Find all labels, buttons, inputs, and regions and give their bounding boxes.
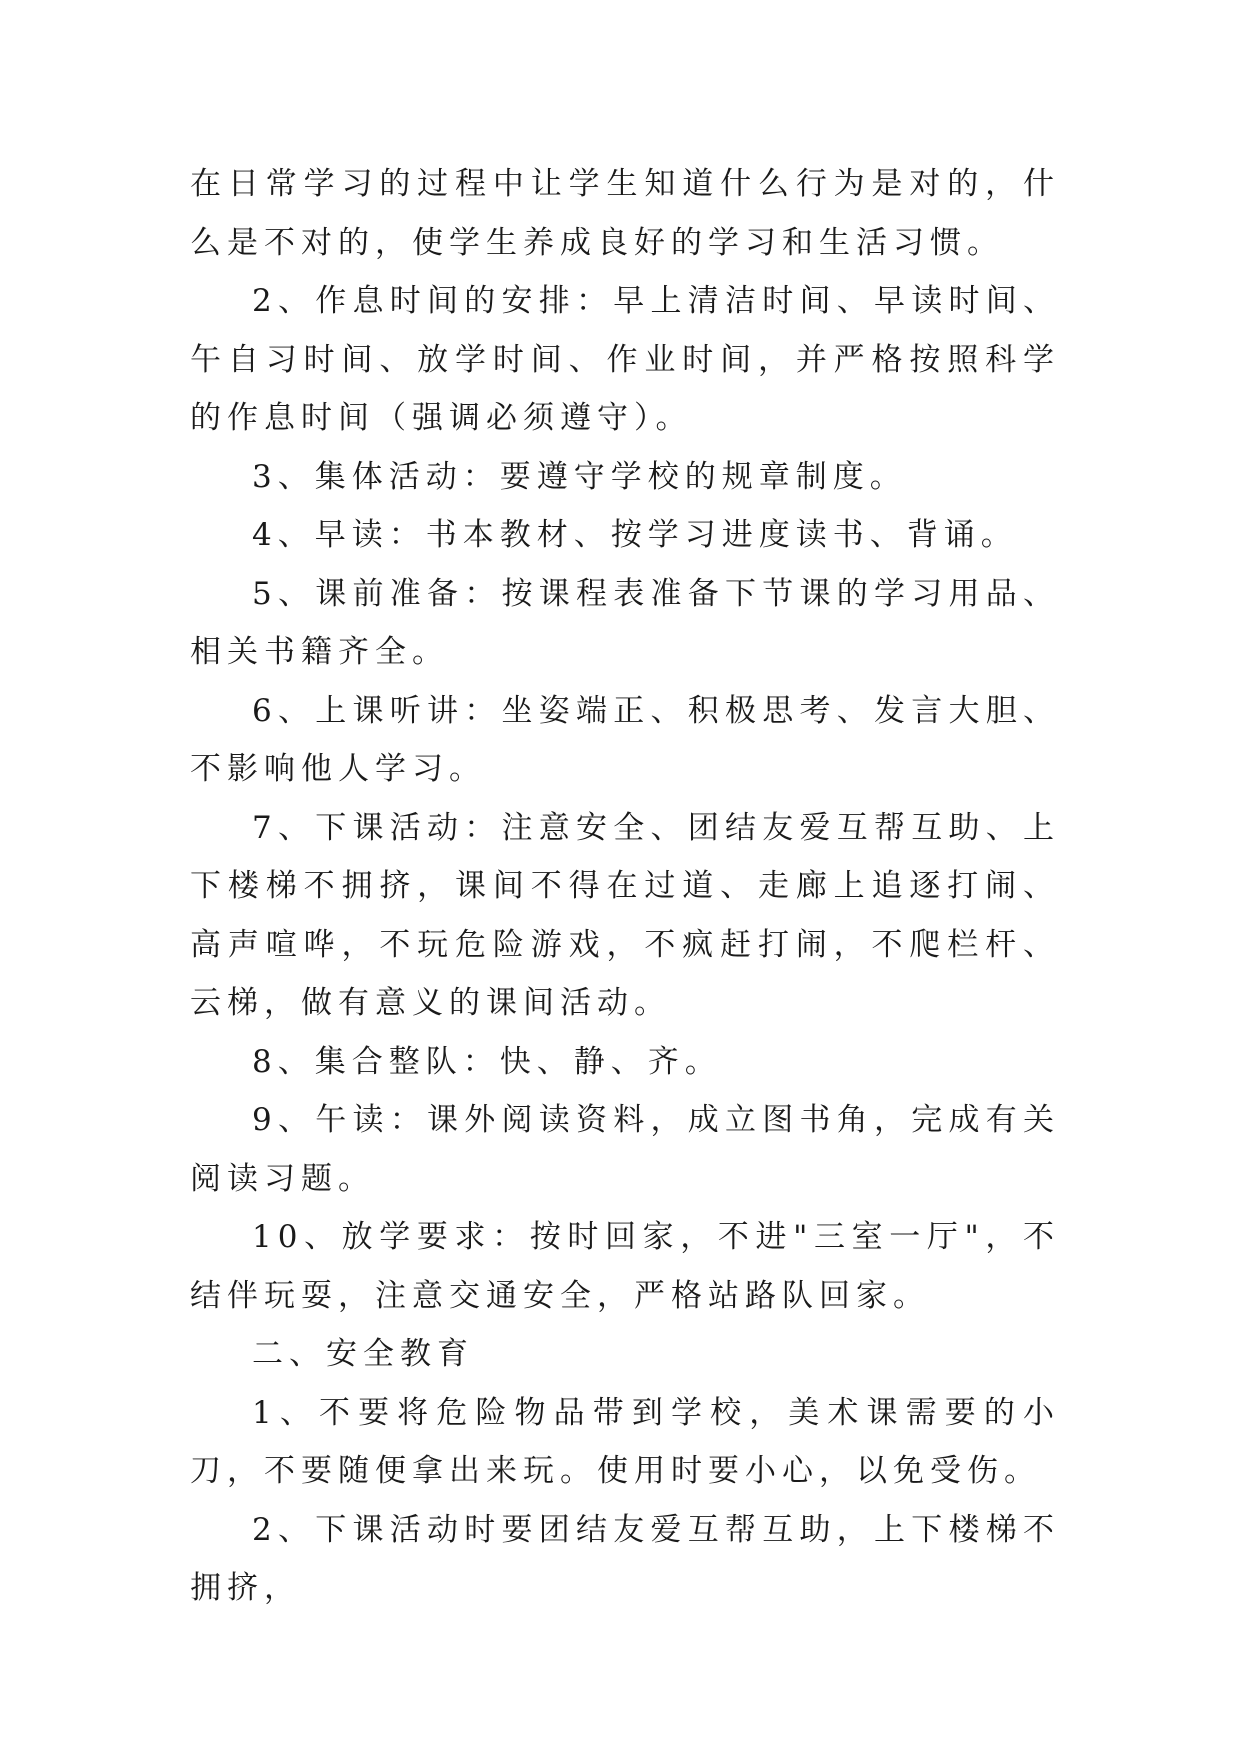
document-body (190, 155, 1060, 1618)
paragraph: 1、不要将危险物品带到学校，美术课需要的小刀，不要随便拿出来玩。使用时要小心，以免受伤。 (190, 1394, 1060, 1489)
paragraph: 2、下课活动时要团结友爱互帮互助，上下楼梯不拥挤， (190, 1511, 1060, 1606)
paragraph: 在日常学习的过程中让学生知道什么行为是对的，什么是不对的，使学生养成良好的学习和生活习惯。 (190, 166, 1060, 261)
paragraph: 6、上课听讲：坐姿端正、积极思考、发言大胆、不影响他人学习。 (190, 692, 1060, 787)
paragraph: 5、课前准备：按课程表准备下节课的学习用品、相关书籍齐全。 (190, 575, 1060, 670)
paragraph: 7、下课活动：注意安全、团结友爱互帮互助、上下楼梯不拥挤，课间不得在过道、走廊上追逐打闹、高声喧哗，不玩危险游戏，不疯赶打闹，不爬栏杆、云梯，做有意义的课间活动。 (190, 809, 1060, 1021)
paragraph: 9、午读：课外阅读资料，成立图书角，完成有关阅读习题。 (190, 1102, 1060, 1197)
section-heading: 二、安全教育 (252, 1336, 474, 1372)
paragraph: 3、集体活动：要遵守学校的规章制度。 (252, 458, 907, 495)
paragraph: 2、作息时间的安排：早上清洁时间、早读时间、午自习时间、放学时间、作业时间，并严格按照科学的作息时间（强调必须遵守）。 (190, 283, 1060, 436)
paragraph: 10、放学要求：按时回家，不进"三室一厅"，不结伴玩耍，注意交通安全，严格站路队回家。 (190, 1219, 1060, 1314)
paragraph: 8、集合整队：快、静、齐。 (252, 1043, 722, 1080)
paragraph: 4、早读：书本教材、按学习进度读书、背诵。 (252, 517, 1018, 553)
